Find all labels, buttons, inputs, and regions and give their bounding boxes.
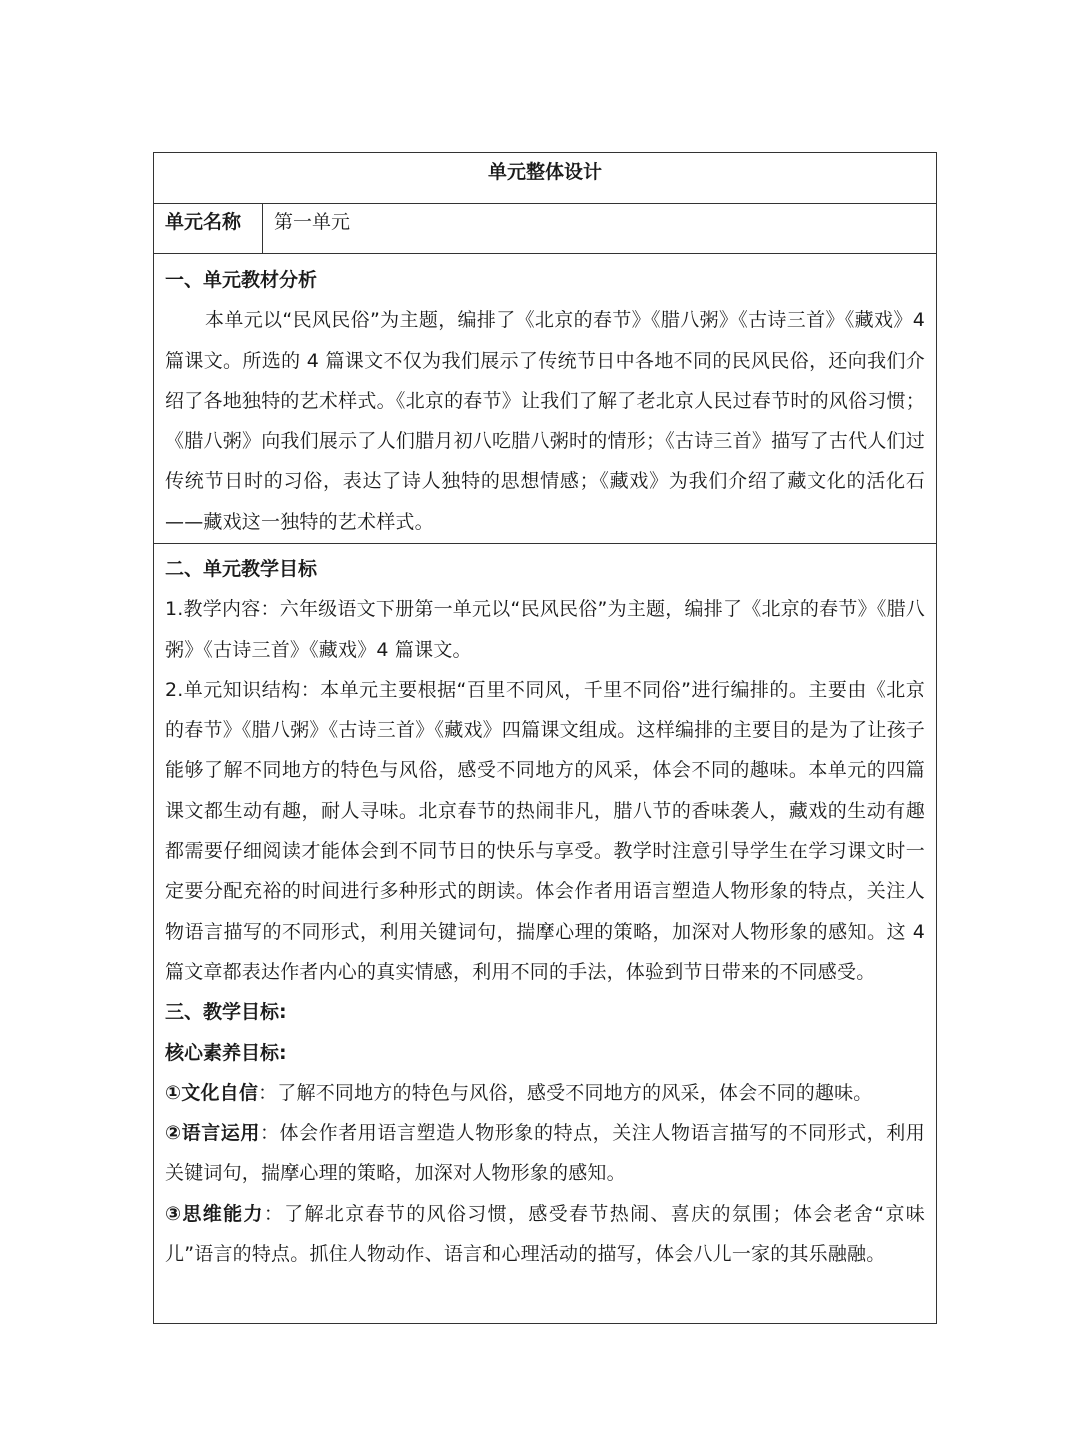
material-analysis-section <box>154 254 936 544</box>
knowledge-structure-item: 2.单元知识结构：本单元主要根据“百里不同风，千里不同俗”进行编排的。主要由《北京的春节》《腊八粥》《古诗三首》《藏戏》四篇课文组成。这样编排的主要目的是为了让孩子能够了解不同地方的特色与风俗，感受不同地方的风采，体会不同的趣味。本单元的四篇课文都生动有趣，耐人寻味。北京春节的热闹非凡，腊八节的香味袭人，藏戏的生动有趣都需要仔细阅读才能体会到不同节日的快乐与享受。教学时注意引导学生在学习课文时一定要分配充裕的时间进行多种形式的朗读。体会作者用语言塑造人物形象的特点，关注人物语言描写的不同形式，利用关键词句，揣摩心理的策略，加深对人物形象的感知。这 4 篇文章都表达作者内心的真实情感，利用不同的手法，体验到节日带来的不同感受。 <box>165 678 925 983</box>
teaching-content-item: 1.教学内容：六年级语文下册第一单元以“民风民俗”为主题，编排了《北京的春节》《腊八粥》《古诗三首》《藏戏》4 篇课文。 <box>165 598 925 661</box>
goal-item-thinking <box>165 1194 925 1275</box>
goal-lead-culture: ①文化自信 <box>165 1081 259 1104</box>
goal-text-thinking: ：了解北京春节的风俗习惯，感受春节热闹、喜庆的氛围；体会老舍“京味儿”语言的特点。抓住人物动作、语言和心理活动的描写，体会八儿一家的其乐融融。 <box>165 1202 925 1266</box>
unit-design-table <box>153 152 937 1324</box>
material-analysis-body: 本单元以“民风民俗”为主题，编排了《北京的春节》《腊八粥》《古诗三首》《藏戏》4 篇课文。所选的 4 篇课文不仅为我们展示了传统节日中各地不同的民风民俗，还向我们介绍了各地独特的艺术样式。《北京的春节》让我们了解了老北京人民过春节时的风俗习惯；《腊八粥》向我们展示了人们腊月初八吃腊八粥时的情形；《古诗三首》描写了古代人们过传统节日时的习俗，表达了诗人独特的思想情感；《藏戏》为我们介绍了藏文化的活化石——藏戏这一独特的艺术样式。 <box>165 309 925 533</box>
teaching-objectives-heading: 三、教学目标: <box>165 1001 287 1024</box>
teaching-goals-section <box>154 544 936 1323</box>
goal-item-culture <box>165 1073 925 1113</box>
unit-name-row <box>154 204 936 254</box>
goal-text-language: ：体会作者用语言塑造人物形象的特点，关注人物语言描写的不同形式，利用关键词句，揣摩心理的策略，加深对人物形象的感知。 <box>165 1122 925 1185</box>
goal-item-language <box>165 1113 925 1194</box>
unit-goals-heading: 二、单元教学目标 <box>165 558 318 580</box>
goal-text-culture: ：了解不同地方的特色与风俗，感受不同地方的风采，体会不同的趣味。 <box>258 1081 873 1104</box>
material-analysis-heading: 一、单元教材分析 <box>165 269 318 291</box>
core-literacy-heading: 核心素养目标: <box>165 1041 287 1064</box>
table-title: 单元整体设计 <box>487 161 602 183</box>
table-title-row <box>154 153 936 204</box>
unit-name-label: 单元名称 <box>154 204 263 253</box>
unit-name-value: 第一单元 <box>274 211 351 233</box>
goal-lead-language: ②语言运用 <box>165 1122 260 1145</box>
goal-lead-thinking: ③思维能力 <box>165 1202 264 1225</box>
